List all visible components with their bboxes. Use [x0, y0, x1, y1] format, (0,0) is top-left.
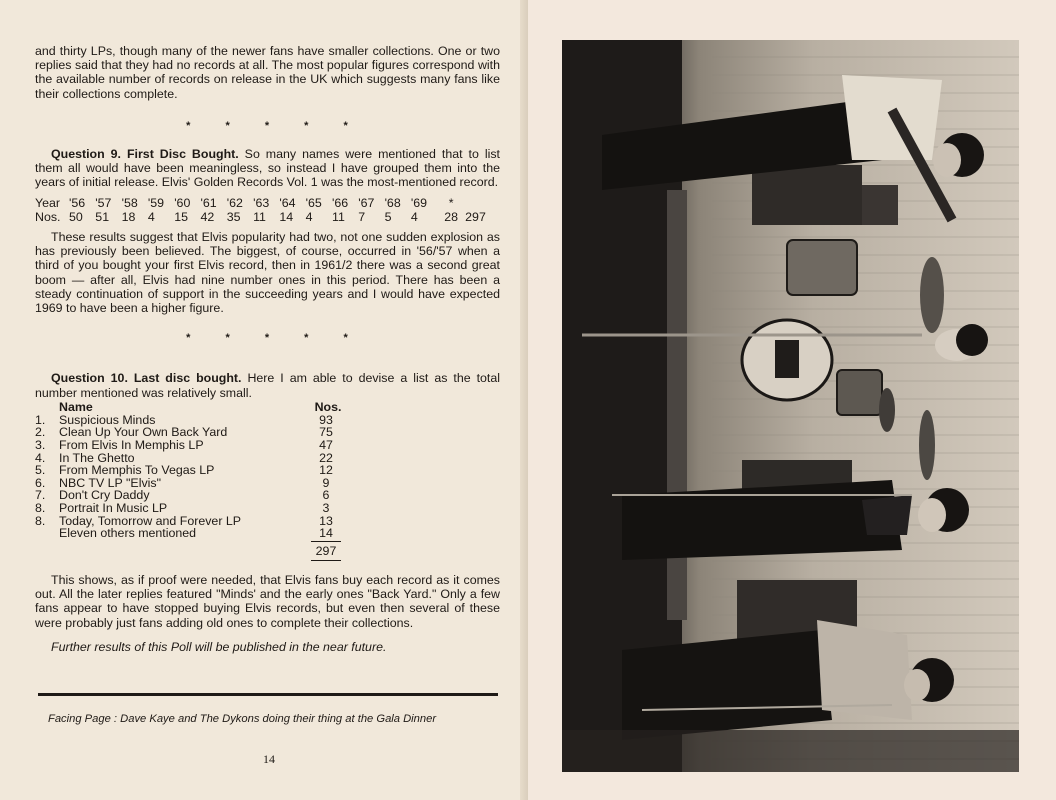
- further-results-note: Further results of this Poll will be published in the near future.: [51, 639, 387, 654]
- nos-cell: 4: [410, 209, 418, 224]
- nos-cell: 50: [69, 209, 83, 224]
- list-item: 8. Portrait In Music LP 3: [35, 501, 330, 516]
- nos-cell: 7: [358, 209, 366, 224]
- nos-row: [35, 210, 500, 224]
- q9-body: So many names were mentioned that to list them all would have been meaningless, so instead I have grouped them into the years of initial release. Elvis' Golden Records Vol. 1 was the most-mentioned record.: [35, 147, 500, 190]
- year-cell: '59: [147, 195, 165, 210]
- list-item: 4. In The Ghetto 22: [35, 450, 333, 465]
- year-cell: '60: [174, 195, 191, 210]
- nos-cell: 42: [200, 209, 215, 224]
- nos-label: Nos.: [35, 209, 61, 224]
- col-nos: Nos.: [314, 399, 342, 414]
- year-cell: '64: [279, 195, 296, 210]
- nos-total: 297: [465, 209, 486, 224]
- last-disc-list: [35, 400, 500, 561]
- facing-page-caption: Facing Page : Dave Kaye and The Dykons doing their thing at the Gala Dinner: [48, 713, 437, 725]
- nos-cell: 4: [305, 209, 313, 224]
- nos-cell: 11: [253, 209, 266, 224]
- q9-heading: Question 9. First Disc Bought.: [51, 147, 239, 162]
- year-cell: '56: [69, 195, 86, 210]
- nos-cell: 28: [444, 209, 459, 224]
- q10-conclusion: This shows, as if proof were needed, that Elvis fans buy each record as it comes out. All the later replies featured "Minds' and the early ones "Back Yard." Only a few fans appear to have stopped buying Elvis records, but even then several of these were probably just fans adding old ones to complete their collections.: [35, 573, 500, 630]
- list-item: 6. NBC TV LP "Elvis" 9: [35, 475, 330, 490]
- list-item: 3. From Elvis In Memphis LP 47: [35, 438, 333, 453]
- band-photo-illustration: [562, 40, 1019, 772]
- first-disc-year-table: [35, 196, 500, 224]
- list-header: [35, 400, 500, 413]
- q10-body: Here I am able to devise a list as the total number mentioned was relatively small.: [35, 371, 500, 400]
- year-row: [35, 196, 500, 210]
- sum-rule-top: [311, 541, 341, 542]
- nos-cell: 5: [384, 209, 392, 224]
- q9-analysis: These results suggest that Elvis popularity had two, not one sudden explosion as has previously been believed. The biggest, of course, occurred in '56/'57 when a third of you bought your first Elvis record, then in 1961/2 there was a second great boom — after all, Elvis had nine number ones in this period. There has been a steady continuation of support in the succeeding years and I would have expected 1969 to have been a higher figure.: [35, 230, 500, 316]
- nos-cell: 35: [226, 209, 241, 224]
- page-number: 14: [263, 752, 275, 766]
- year-cell: '62: [226, 195, 243, 210]
- separator-stars-2: * * * * *: [186, 332, 349, 345]
- list-item: 5. From Memphis To Vegas LP 12: [35, 463, 333, 478]
- year-cell: '67: [358, 195, 375, 210]
- year-label: Year: [35, 195, 61, 210]
- year-cell: '68: [384, 195, 401, 210]
- nos-cell: 14: [279, 209, 294, 224]
- nos-cell: 11: [331, 209, 345, 224]
- year-cell: '57: [95, 195, 112, 210]
- band-photo: [562, 40, 1019, 772]
- q10-heading: Question 10. Last disc bought.: [51, 371, 242, 386]
- sum-rule-bottom: [311, 560, 341, 561]
- list-item: 8. Today, Tomorrow and Forever LP 13: [35, 513, 333, 528]
- nos-cell: 15: [174, 209, 188, 224]
- article-text: [35, 44, 500, 654]
- year-cell: '63: [253, 195, 270, 210]
- year-cell: *: [448, 195, 454, 210]
- nos-cell: 18: [121, 209, 136, 224]
- year-cell: '65: [305, 195, 322, 210]
- list-item: 1. Suspicious Minds 93: [35, 412, 333, 427]
- list-item: 2. Clean Up Your Own Back Yard 75: [35, 425, 333, 440]
- list-item: 7. Don't Cry Daddy 6: [35, 488, 330, 503]
- list-item: Eleven others mentioned 14: [59, 526, 333, 541]
- year-cell: '66: [331, 195, 349, 210]
- nos-cell: 51: [95, 209, 110, 224]
- list-total: 297: [315, 543, 337, 558]
- col-name: Name: [59, 399, 93, 414]
- q10-paragraph: [35, 371, 500, 399]
- caption-divider: [38, 693, 498, 696]
- year-cell: '69: [410, 195, 428, 210]
- q9-paragraph: [35, 147, 500, 190]
- year-cell: '58: [121, 195, 138, 210]
- separator-stars-1: * * * * *: [186, 119, 349, 132]
- intro-paragraph: and thirty LPs, though many of the newer fans have smaller collections. One or two replies said that they had no records at all. The most popular figures correspond with the available number of records on release in the UK which suggests many fans like their collections complete.: [35, 44, 500, 101]
- nos-cell: 4: [147, 209, 155, 224]
- year-cell: '61: [200, 195, 217, 210]
